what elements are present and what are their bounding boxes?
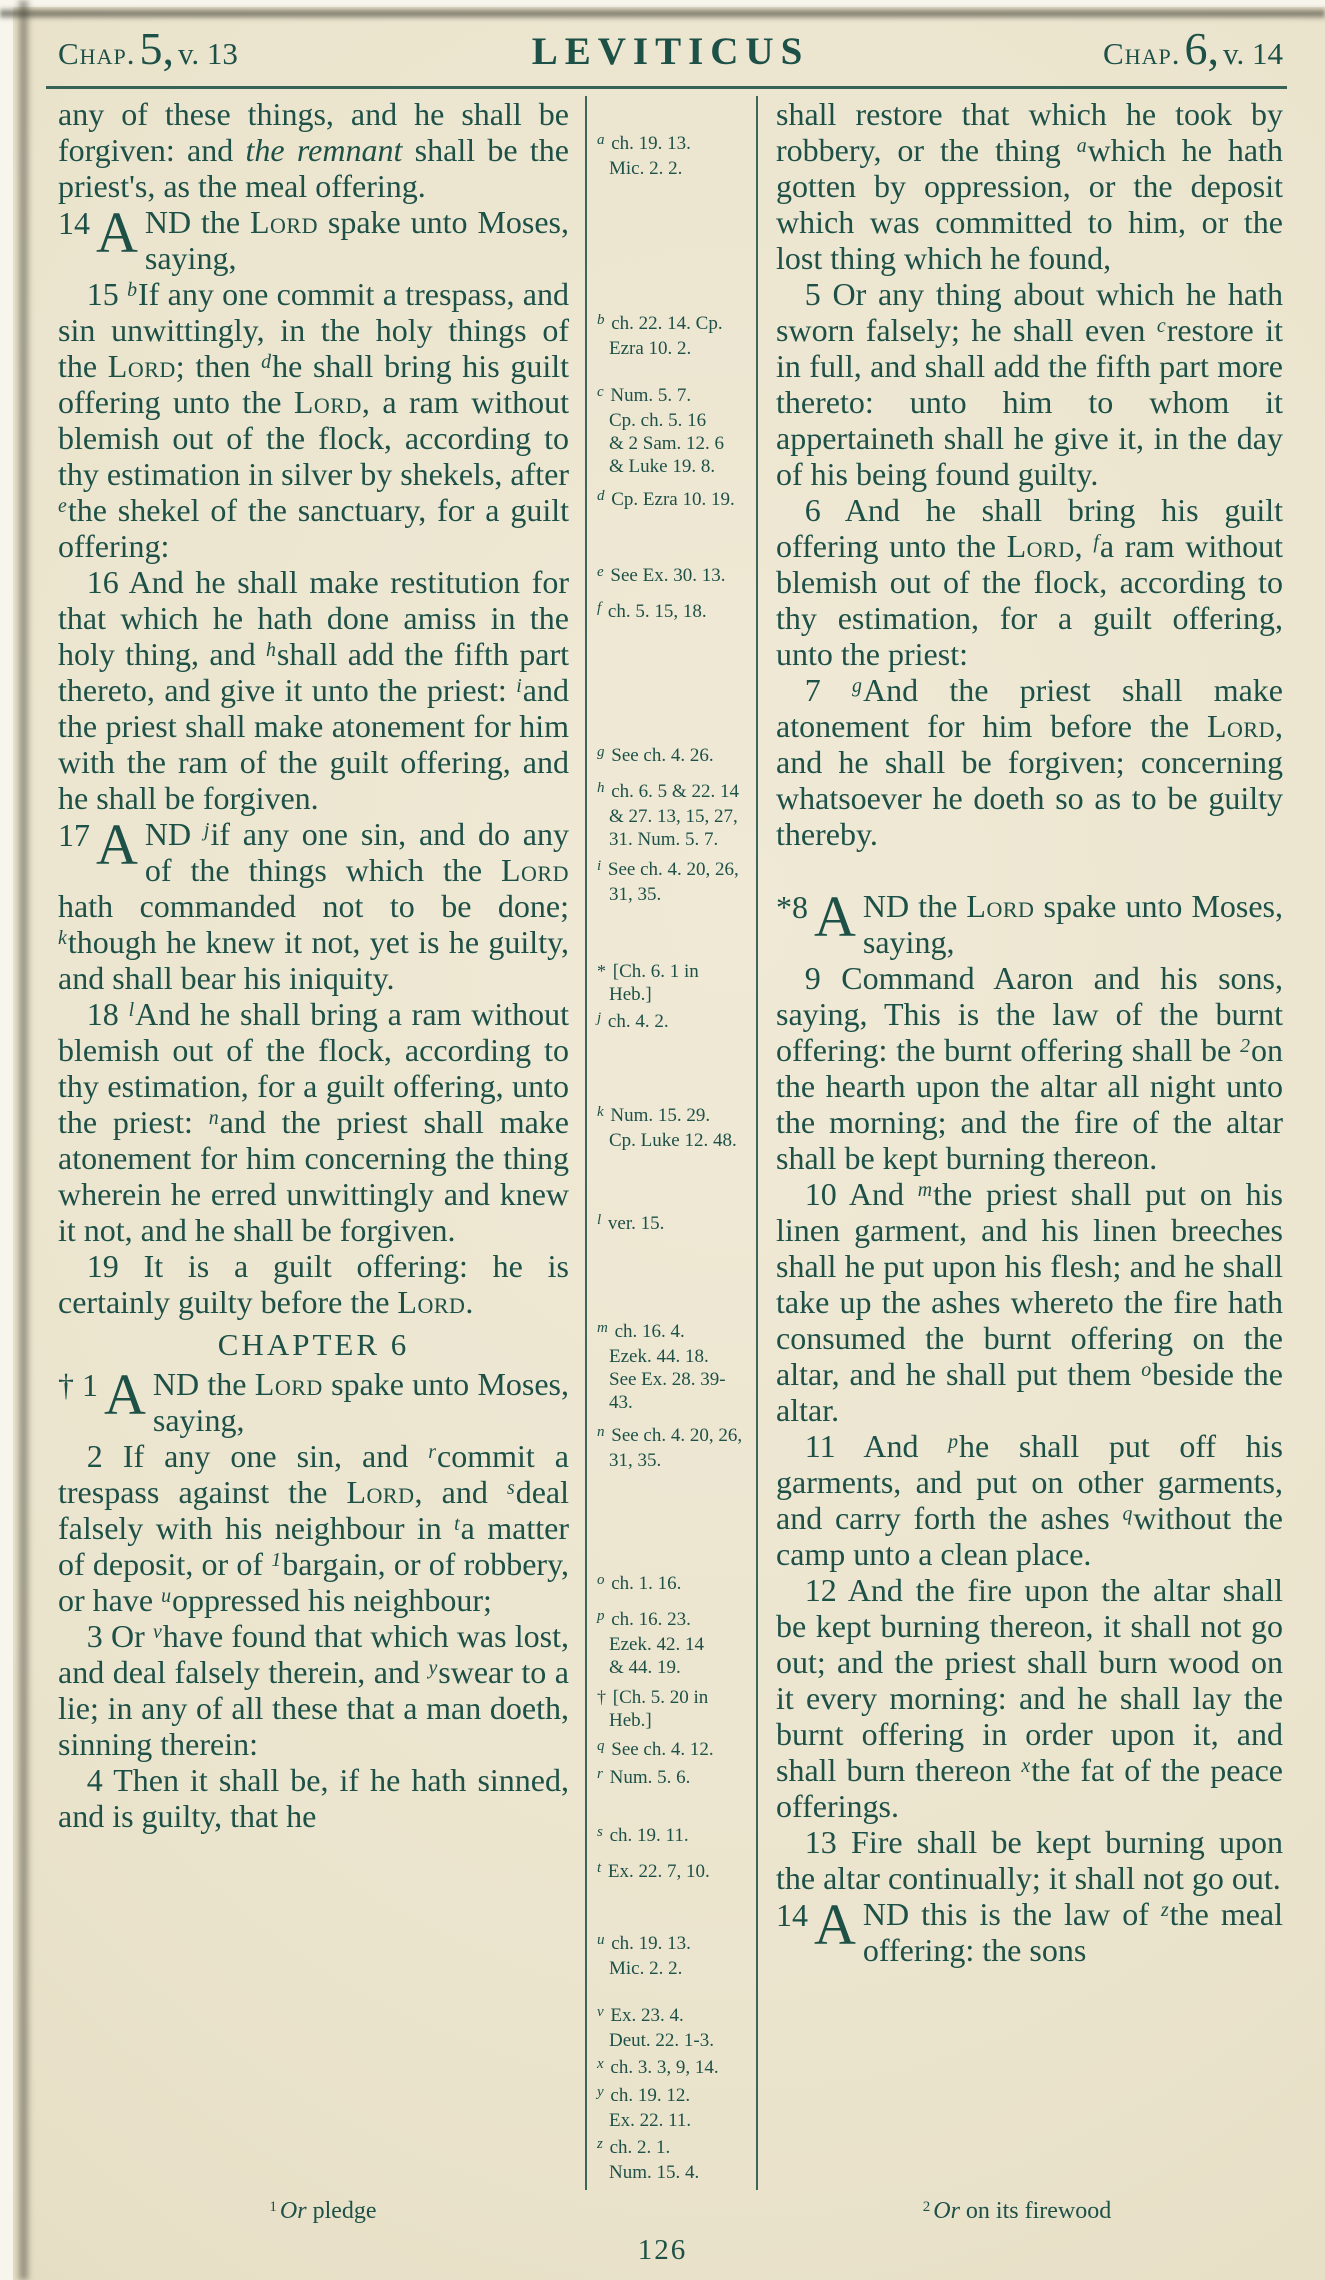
cross-reference-line: * [Ch. 6. 1 in	[597, 961, 699, 982]
cross-reference-line: $^e$ See Ex. 30. 13.	[597, 564, 726, 586]
scan-edge-left	[0, 0, 13, 2280]
reference-mark: q	[1122, 1503, 1133, 1526]
cross-reference-line: Cp. ch. 5. 16	[609, 410, 707, 431]
drop-cap: A	[96, 200, 138, 265]
reference-mark: x	[1021, 1755, 1031, 1778]
cross-reference-line: Mic. 2. 2.	[609, 1958, 683, 1979]
reference-letter: m	[597, 1320, 608, 1336]
reference-mark: p	[948, 1431, 959, 1454]
reference-letter: q	[597, 1738, 605, 1754]
cross-reference-line: $^z$ ch. 2. 1.	[597, 2136, 671, 2158]
cross-reference	[597, 1738, 750, 1763]
reference-letter: k	[597, 1104, 604, 1120]
footnote-marker: 2	[922, 2198, 931, 2215]
reference-mark: 2	[1240, 1035, 1250, 1058]
verse-paragraph: 15 $^b$If any one commit a trespass, and sin unwittingly, in the holy things of the Lord; then $^d$he shall bring his guilt offering unto the Lord, a ram without blemish out of the flock, according to thy estimation in silver by shekels, after $^e$the shekel of the sanctuary, for a guilt offering:	[58, 276, 570, 564]
cross-reference	[597, 780, 750, 851]
reference-mark: c	[1156, 315, 1166, 338]
cross-reference-line: Deut. 22. 1-3.	[609, 2030, 715, 2051]
cross-reference-line: $^a$ ch. 19. 13.	[597, 132, 691, 154]
drop-cap: A	[104, 1362, 146, 1427]
reference-mark: d	[261, 351, 272, 374]
header-chapter-left	[58, 23, 238, 74]
scan-shadow-top	[0, 7, 1325, 20]
cross-reference-line: & 27. 13, 15, 27,	[609, 806, 738, 827]
dropcap-block	[776, 1892, 856, 1966]
cross-reference-line: Heb.]	[609, 1710, 652, 1731]
cross-reference-line: 31, 35.	[609, 1450, 662, 1471]
verse-paragraph: 5 Or any thing about which he hath sworn falsely; he shall even $^c$restore it in full, and shall add the fifth part more thereto: unto him to whom it appertaineth shall he give it, in the day of his being found guilty.	[776, 276, 1283, 492]
small-caps-word: Lord	[397, 1284, 466, 1320]
reference-letter: t	[597, 1860, 602, 1876]
cross-reference-line: $^k$ Num. 15. 29.	[597, 1104, 711, 1126]
cross-reference-line: $^j$ ch. 4. 2.	[597, 1010, 669, 1032]
cross-reference	[597, 1932, 750, 1980]
dropcap-block	[58, 812, 138, 886]
cross-reference-line: See Ex. 28. 39-	[609, 1369, 726, 1390]
page-content	[58, 96, 1283, 2190]
small-caps-word: Lord	[254, 1366, 323, 1402]
cross-reference	[597, 132, 750, 180]
reference-mark: g	[852, 675, 862, 698]
cross-reference-line: $^g$ See ch. 4. 26.	[597, 744, 714, 766]
reference-mark: r	[428, 1441, 436, 1464]
chapter-number: 6,	[1184, 23, 1219, 74]
small-caps-word: Lord	[346, 1474, 415, 1510]
reference-letter: d	[597, 488, 605, 504]
reference-mark: u	[161, 1585, 171, 1608]
verse-paragraph: 16 And he shall make restitution for that which he hath done amiss in the holy thing, and $^h$shall add the fifth part thereto, and give it unto the priest: $^i$and the priest shall make atonement for him with the ram of the guilt offering, and he shall be forgiven.	[58, 564, 569, 816]
cross-reference-line: $^m$ ch. 16. 4.	[597, 1320, 685, 1342]
cross-reference-line: $^p$ ch. 16. 23.	[597, 1608, 691, 1630]
cross-reference-line: $^u$ ch. 19. 13.	[597, 1932, 691, 1954]
verse-number: 14	[58, 205, 90, 241]
verse-paragraph: any of these things, and he shall be forgiven: and the remnant shall be the priest's, as the meal offering.	[58, 96, 569, 204]
verse-paragraph: shall restore that which he took by robbery, or the thing $^a$which he hath gotten by oppression, or the deposit which was committed to him, or the lost thing which he found,	[776, 96, 1283, 276]
reference-mark: f	[1093, 531, 1099, 554]
reference-letter: *	[597, 961, 606, 981]
small-caps-word: Lord	[293, 384, 362, 420]
reference-letter: z	[597, 2136, 603, 2152]
verse-label: v. 13	[177, 36, 238, 71]
footnote-marker: 1	[269, 2198, 277, 2215]
verse-paragraph: 3 Or $^v$have found that which was lost, and deal falsely therein, and $^y$swear to a lie; in any of all these that a man doeth, sinning therein:	[58, 1618, 570, 1762]
cross-reference-line: $^d$ Cp. Ezra 10. 19.	[597, 488, 735, 510]
reference-letter: j	[597, 1010, 602, 1026]
reference-letter: u	[597, 1932, 605, 1948]
reference-letter: i	[597, 858, 602, 874]
right-text-column	[758, 96, 1283, 2190]
cross-reference	[597, 1686, 750, 1732]
cross-reference	[597, 1212, 750, 1237]
footnote-1: $^1$ Or pledge	[269, 2198, 377, 2224]
verse-paragraph: 13 Fire shall be kept burning upon the altar continually; it shall not go out.	[776, 1824, 1283, 1896]
cross-reference	[597, 600, 750, 625]
cross-reference	[597, 564, 750, 589]
verse-number: 14	[776, 1897, 808, 1933]
reference-mark: v	[152, 1621, 162, 1644]
verse-paragraph-dropcap: *8 A ND the Lord spake unto Moses, saying,	[776, 884, 1283, 960]
small-caps-word: Lord	[250, 204, 318, 240]
page-header	[58, 23, 1283, 74]
cross-reference-line: Cp. Luke 12. 48.	[609, 1130, 737, 1151]
verse-number: 17	[58, 817, 90, 853]
italic-text: Or	[279, 2198, 307, 2224]
cross-reference-line: 43.	[609, 1392, 633, 1413]
reference-letter: †	[597, 1687, 606, 1707]
verse-number: *8	[776, 889, 808, 925]
page-number: 126	[637, 2234, 688, 2266]
reference-letter: y	[597, 2084, 604, 2100]
cross-reference-line: $^t$ Ex. 22. 7, 10.	[597, 1860, 710, 1882]
verse-paragraph: 9 Command Aaron and his sons, saying, This is the law of the burnt offering: the burnt offering shall be $^2$on the hearth upon the altar all night unto the morning; and the fire of the altar shall be kept burning thereon.	[776, 960, 1283, 1176]
cross-reference-line: Num. 15. 4.	[609, 2162, 700, 2183]
cross-reference	[597, 312, 750, 360]
reference-mark: n	[208, 1107, 219, 1130]
reference-mark: l	[128, 999, 135, 1022]
cross-reference-line: & Luke 19. 8.	[609, 456, 716, 477]
cross-reference	[597, 1824, 750, 1849]
reference-letter: h	[597, 780, 605, 796]
reference-mark: k	[58, 927, 67, 950]
reference-letter: b	[597, 312, 605, 328]
reference-mark: e	[58, 495, 67, 518]
verse-paragraph: 4 Then it shall be, if he hath sinned, and is guilty, that he	[58, 1762, 569, 1834]
cross-reference-line: $^n$ See ch. 4. 20, 26,	[597, 1424, 743, 1446]
drop-cap: A	[96, 812, 138, 877]
dropcap-block	[58, 200, 138, 274]
cross-reference-line: $^r$ Num. 5. 6.	[597, 1766, 691, 1788]
cross-reference	[597, 1104, 750, 1152]
cross-reference	[597, 2136, 750, 2184]
dropcap-block	[58, 1362, 146, 1436]
verse-number: † 1	[58, 1367, 98, 1403]
reference-mark: a	[1076, 135, 1087, 158]
cross-reference-line: $^b$ ch. 22. 14. Cp.	[597, 312, 723, 334]
cross-reference-line: $^f$ ch. 5. 15, 18.	[597, 600, 707, 622]
reference-mark: o	[1141, 1359, 1152, 1382]
verse-paragraph: 7 $^g$And the priest shall make atonement for him before the Lord, and he shall be forgiven; concerning whatsoever he doeth so as to be guilty thereby.	[776, 672, 1283, 852]
cross-reference-line: $^c$ Num. 5. 7.	[597, 384, 692, 406]
cross-reference	[597, 384, 750, 478]
cross-reference-line: 31. Num. 5. 7.	[609, 829, 719, 850]
reference-mark: b	[127, 279, 138, 302]
cross-reference	[597, 1608, 750, 1679]
reference-letter: r	[597, 1766, 603, 1782]
drop-cap: A	[814, 884, 856, 949]
small-caps-word: Lord	[966, 888, 1035, 924]
reference-mark: t	[454, 1513, 460, 1536]
cross-reference-line: Ezek. 44. 18.	[609, 1346, 709, 1367]
chapter-number: 5,	[139, 23, 174, 74]
small-caps-word: Lord	[1207, 708, 1275, 744]
cross-reference-line: & 44. 19.	[609, 1657, 681, 1678]
cross-reference	[597, 1860, 750, 1885]
scan-edge-top	[0, 0, 1325, 7]
verse-paragraph: 10 And $^m$the priest shall put on his linen garment, and his linen breeches shall he put upon his flesh; and he shall take up the ashes whereto the fire hath consumed the burnt offering on the altar, and he shall put them $^o$beside the altar.	[776, 1176, 1283, 1428]
cross-reference	[597, 1424, 750, 1472]
small-caps-word: Lord	[107, 348, 176, 384]
cross-references-column	[585, 96, 758, 2190]
cross-reference-line: $^y$ ch. 19. 12.	[597, 2084, 691, 2106]
reference-letter: o	[597, 1572, 605, 1588]
cross-reference	[597, 2084, 750, 2132]
header-rule	[46, 86, 1287, 89]
reference-mark: z	[1160, 1899, 1169, 1922]
chapter-heading: CHAPTER 6	[217, 1327, 410, 1362]
reference-mark: 1	[271, 1549, 282, 1572]
small-caps-word: Lord	[1006, 528, 1075, 564]
scan-shadow-left	[16, 0, 31, 2280]
cross-reference-line: Ezek. 42. 14	[609, 1634, 704, 1655]
reference-letter: s	[597, 1824, 603, 1840]
verse-paragraph: 6 And he shall bring his guilt offering unto the Lord, $^f$a ram without blemish out of the flock, according to thy estimation, for a guilt offering, unto the priest:	[776, 492, 1283, 672]
reference-letter: x	[597, 2056, 604, 2072]
verse-paragraph-dropcap: † 1 A ND the Lord spake unto Moses, saying,	[58, 1362, 569, 1438]
left-text-column	[58, 96, 585, 2190]
verse-paragraph: 12 And the fire upon the altar shall be kept burning thereon, it shall not go out; and the priest shall burn wood on it every morning: and he shall lay the burnt offering in order upon it, and shall burn thereon $^x$the fat of the peace offerings.	[776, 1572, 1283, 1824]
cross-reference-line: $^o$ ch. 1. 16.	[597, 1572, 682, 1594]
book-title: LEVITICUS	[531, 30, 810, 73]
reference-letter: g	[597, 744, 605, 760]
cross-reference	[597, 1320, 750, 1414]
reference-mark: j	[203, 819, 210, 842]
cross-reference	[597, 960, 750, 1006]
cross-reference-line: & 2 Sam. 12. 6	[609, 433, 725, 454]
reference-letter: v	[597, 2004, 604, 2020]
reference-letter: c	[597, 384, 604, 400]
verse-paragraph-dropcap: 14 A ND the Lord spake unto Moses, saying,	[58, 200, 570, 276]
cross-reference-line: $^q$ See ch. 4. 12.	[597, 1738, 714, 1760]
cross-reference-line: $^l$ ver. 15.	[597, 1212, 665, 1234]
verse-label: v. 14	[1222, 36, 1283, 71]
reference-mark: y	[428, 1657, 438, 1680]
verse-paragraph-dropcap: 14 A ND this is the law of $^z$the meal offering: the sons	[776, 1892, 1283, 1968]
dropcap-block	[776, 884, 856, 958]
reference-letter: f	[597, 600, 602, 616]
cross-reference	[597, 744, 750, 769]
reference-mark: s	[507, 1477, 515, 1500]
drop-cap: A	[814, 1892, 856, 1957]
cross-reference-line: $^h$ ch. 6. 5 & 22. 14	[597, 780, 739, 802]
cross-reference-line: Ezra 10. 2.	[609, 338, 692, 359]
cross-reference-line: $^s$ ch. 19. 11.	[597, 1824, 689, 1846]
reference-letter: n	[597, 1424, 605, 1440]
reference-mark: m	[917, 1179, 933, 1202]
cross-reference-line: Mic. 2. 2.	[609, 158, 683, 179]
chapter-label: Chap.	[58, 36, 136, 71]
verse-paragraph: 11 And $^p$he shall put off his garments, and put on other garments, and carry forth the ashes $^q$without the camp unto a clean place.	[776, 1428, 1283, 1572]
cross-reference	[597, 2056, 750, 2081]
verse-paragraph: 19 It is a guilt offering: he is certainly guilty before the Lord.	[58, 1248, 569, 1320]
reference-letter: p	[597, 1608, 605, 1624]
cross-reference-line: $^v$ Ex. 23. 4.	[597, 2004, 684, 2026]
cross-reference	[597, 2004, 750, 2052]
small-caps-word: Lord	[501, 852, 569, 888]
reference-letter: a	[597, 132, 605, 148]
verse-paragraph-dropcap: 17 A ND $^j$if any one sin, and do any of the things which the Lord hath commanded not to be done; $^k$though he knew it not, yet is he guilty, and shall bear his iniquity.	[58, 812, 570, 996]
cross-reference	[597, 1766, 750, 1791]
italic-text: the remnant	[245, 132, 403, 168]
cross-reference-line: † [Ch. 5. 20 in	[597, 1687, 709, 1708]
cross-reference-line: Heb.]	[609, 984, 652, 1005]
chapter-label: Chap.	[1103, 36, 1181, 71]
footnote-2: $^2$ Or on its firewood	[922, 2198, 1112, 2224]
cross-reference-line: $^x$ ch. 3. 3, 9, 14.	[597, 2056, 719, 2078]
verse-paragraph: 18 $^l$And he shall bring a ram without blemish out of the flock, according to thy estimation, for a guilt offering, unto the priest: $^n$and the priest shall make atonement for him concerning the thing wherein he erred unwittingly and knew it not, and he shall be forgiven.	[58, 996, 570, 1248]
cross-reference	[597, 1572, 750, 1597]
reference-letter: e	[597, 564, 604, 580]
reference-letter: l	[597, 1212, 602, 1228]
verse-paragraph: 2 If any one sin, and $^r$commit a trespass against the Lord, and $^s$deal falsely with his neighbour in $^t$a matter of deposit, or of $^1$bargain, or of robbery, or have $^u$oppressed his neighbour;	[58, 1438, 570, 1618]
cross-reference-line: $^i$ See ch. 4. 20, 26,	[597, 858, 739, 880]
reference-mark: h	[266, 639, 276, 662]
header-chapter-right	[1103, 23, 1283, 74]
cross-reference	[597, 488, 750, 513]
cross-reference-line: Ex. 22. 11.	[609, 2110, 692, 2131]
cross-reference	[597, 1010, 750, 1035]
cross-reference	[597, 858, 750, 906]
reference-mark: i	[516, 675, 522, 698]
cross-reference-line: 31, 35.	[609, 884, 662, 905]
italic-text: Or	[933, 2198, 960, 2224]
